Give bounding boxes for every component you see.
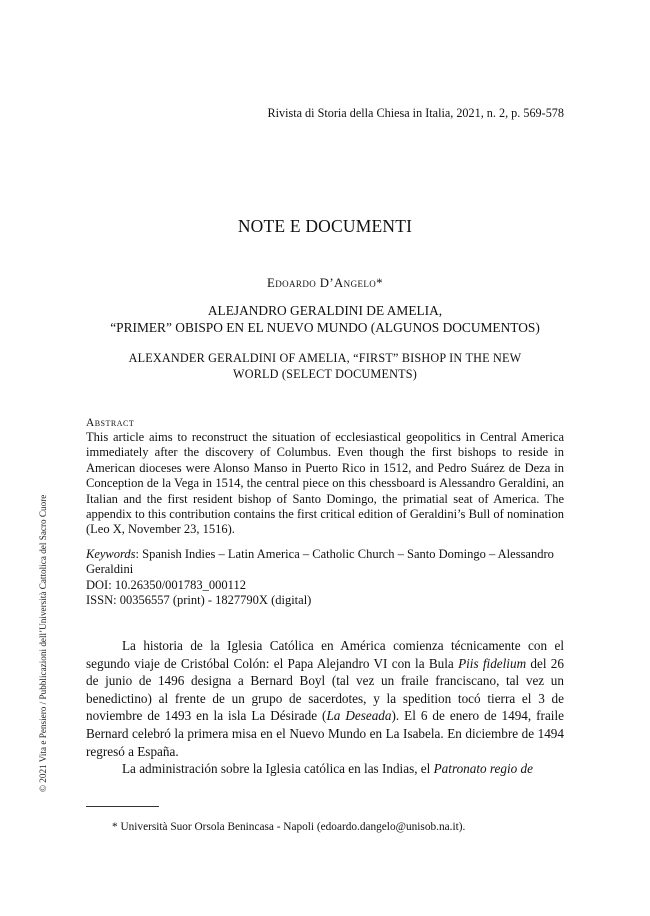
title-es-line-2: “PRIMER” OBISPO EN EL NUEVO MUNDO (ALGUNOS DOCUMENTOS) <box>110 320 540 335</box>
copyright-side-note: © 2021 Vita e Pensiero / Pubblicazioni dell’Università Cattolica del Sacro Cuore <box>38 494 48 792</box>
p1-island-name: La Deseada <box>326 708 392 724</box>
keywords-label: Keywords <box>86 547 136 561</box>
abstract-text: This article aims to reconstruct the situation of ecclesiastical geopolitics in Central America immediately after the discovery of Columbus. Even though the first bishops to reside in American dioceses were Alonso Manso in Puerto Rico in 1512, and Pedro Suárez de Deza in Conception de la Vega in 1514, the central piece on this chessboard is Alessandro Geraldini, an Italian and the first resident bishop of Santo Domingo, the primatial seat of America. The appendix to this contribution contains the first critical edition of Geraldini’s Bull of nomination (Leo X, November 23, 1516). <box>86 430 564 537</box>
body-paragraph-1 <box>86 637 564 760</box>
p1-text-e: ). El 6 de enero de 1494, fraile Bernard celebró la primera misa en el Nuevo Mundo en La Isabela. En diciembre de 1494 regresó a España. <box>86 708 564 759</box>
p2-italic: Patronato regio de <box>433 761 534 777</box>
body-text <box>86 637 564 778</box>
p2-text-a: La administración sobre la Iglesia católica en las Indias, el <box>122 761 434 777</box>
article-title-spanish <box>70 302 580 336</box>
author-name: Edoardo D’Angelo* <box>267 276 383 290</box>
body-paragraph-2 <box>86 760 564 778</box>
article-title-english <box>100 350 550 382</box>
p1-text-c: del 26 de junio de 1496 designa a Bernard Boyl (tal vez un fraile franciscano, tal vez un benedictino) al frente de un grupo de sacerdotes, y la spedition tocó tierra el 3 de noviembre de 1493 en la isla La Désirade ( <box>86 655 564 724</box>
title-en-line-1: ALEXANDER GERALDINI OF AMELIA, “FIRST” BISHOP IN THE NEW <box>128 351 522 365</box>
footnote: * Università Suor Orsola Benincasa - Napoli (edoardo.dangelo@unisob.na.it). <box>112 821 466 833</box>
p1-bull-title: Piis fidelium <box>458 655 527 671</box>
abstract-heading: Abstract <box>86 417 135 429</box>
section-title: NOTE E DOCUMENTI <box>237 216 413 236</box>
p1-text-a: La historia de la Iglesia Católica en América comienza técnicamente con el segundo viaje de Cristóbal Colón: el Papa Alejandro VI con la Bula <box>86 638 564 671</box>
doi-line: DOI: 10.26350/001783_000112 <box>86 578 246 592</box>
journal-reference: Rivista di Storia della Chiesa in Italia, 2021, n. 2, p. 569-578 <box>267 106 564 120</box>
issn-line: ISSN: 00356557 (print) - 1827790X (digital) <box>86 593 312 607</box>
keywords <box>86 547 564 578</box>
title-en-line-2: WORLD (SELECT DOCUMENTS) <box>233 367 417 381</box>
title-es-line-1: ALEJANDRO GERALDINI DE AMELIA, <box>207 303 443 318</box>
keywords-list: : Spanish Indies – Latin America – Catholic Church – Santo Domingo – Alessandro Geraldini <box>86 547 554 577</box>
footnote-divider <box>86 806 159 807</box>
